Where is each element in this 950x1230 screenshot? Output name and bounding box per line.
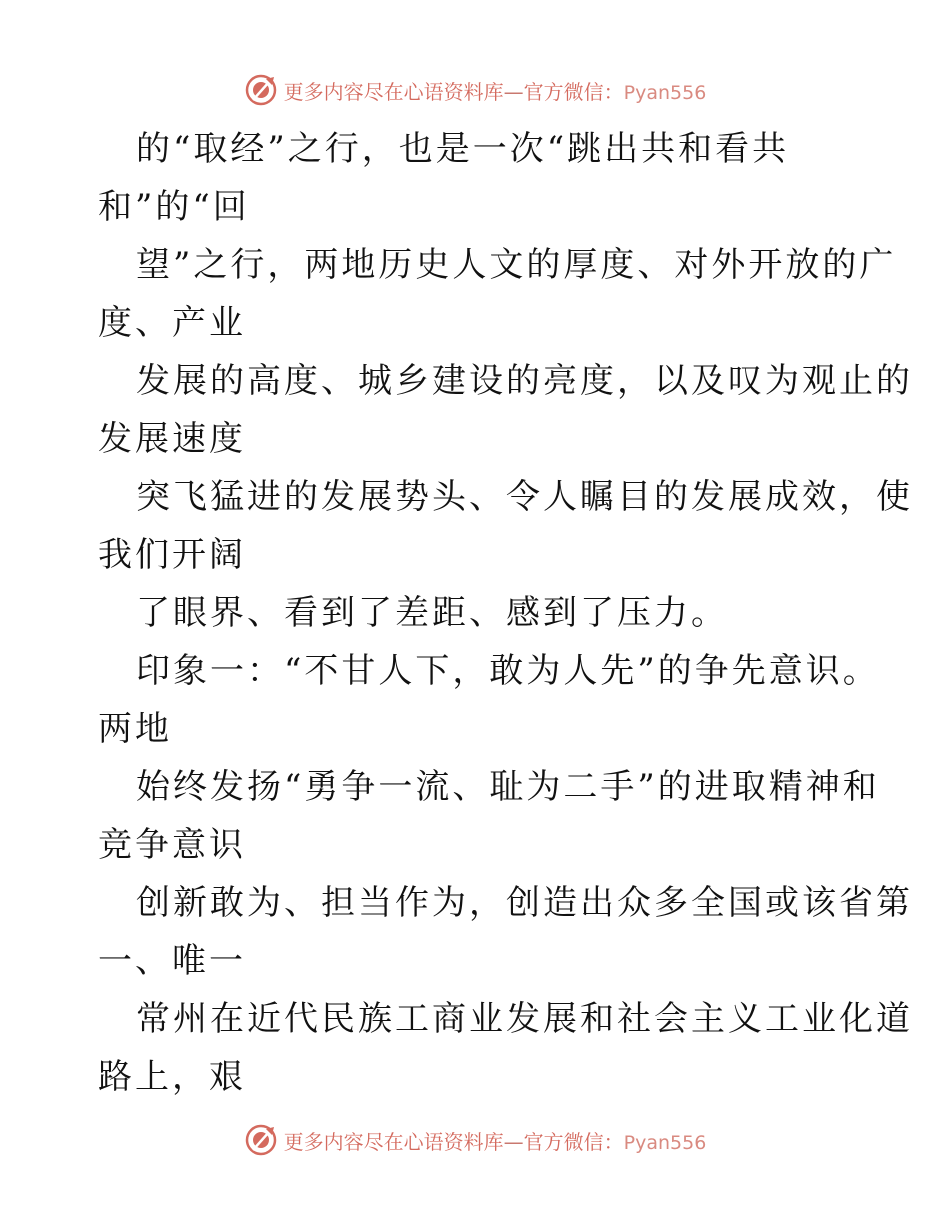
text-line: 竞争意识 [98, 825, 246, 865]
text-line: 始终发扬“勇争一流、耻为二手”的进取精神和 [136, 767, 880, 807]
text-line: 路上，艰 [98, 1057, 246, 1097]
pen-logo-icon [244, 1123, 278, 1157]
document-body [98, 120, 913, 1106]
watermark-separator: — [503, 79, 524, 104]
text-line: 发展速度 [98, 419, 246, 459]
watermark-wechat-label: 官方微信： [523, 1129, 624, 1154]
watermark-brand: 更多内容尽在心语资料库 [283, 79, 504, 104]
text-line: 两地 [98, 709, 172, 749]
text-line: 的“取经”之行，也是一次“跳出共和看共 [136, 129, 790, 169]
header-watermark [0, 72, 950, 108]
text-line: 一、唯一 [98, 941, 246, 981]
watermark-text [284, 76, 707, 105]
text-line: 我们开阔 [98, 535, 246, 575]
watermark-wechat-label: 官方微信： [523, 79, 624, 104]
pen-logo-icon [244, 73, 278, 107]
watermark-wechat-id: Pyan556 [623, 81, 707, 104]
watermark-wechat-id: Pyan556 [623, 1131, 707, 1154]
text-line: 度、产业 [98, 303, 246, 343]
text-line: 突飞猛进的发展势头、令人瞩目的发展成效，使 [136, 477, 913, 517]
text-line: 了眼界、看到了差距、感到了压力。 [136, 593, 728, 633]
text-line: 发展的高度、城乡建设的亮度，以及叹为观止的 [136, 361, 913, 401]
text-line: 望”之行，两地历史人文的厚度、对外开放的广 [136, 245, 897, 285]
footer-watermark [0, 1122, 950, 1158]
watermark-separator: — [503, 1129, 524, 1154]
text-line: 印象一：“不甘人下，敢为人先”的争先意识。 [136, 651, 880, 691]
watermark-text [284, 1126, 707, 1155]
text-line: 常州在近代民族工商业发展和社会主义工业化道 [136, 999, 913, 1039]
text-line: 和”的“回 [98, 187, 250, 227]
watermark-brand: 更多内容尽在心语资料库 [283, 1129, 504, 1154]
text-line: 创新敢为、担当作为，创造出众多全国或该省第 [136, 883, 913, 923]
